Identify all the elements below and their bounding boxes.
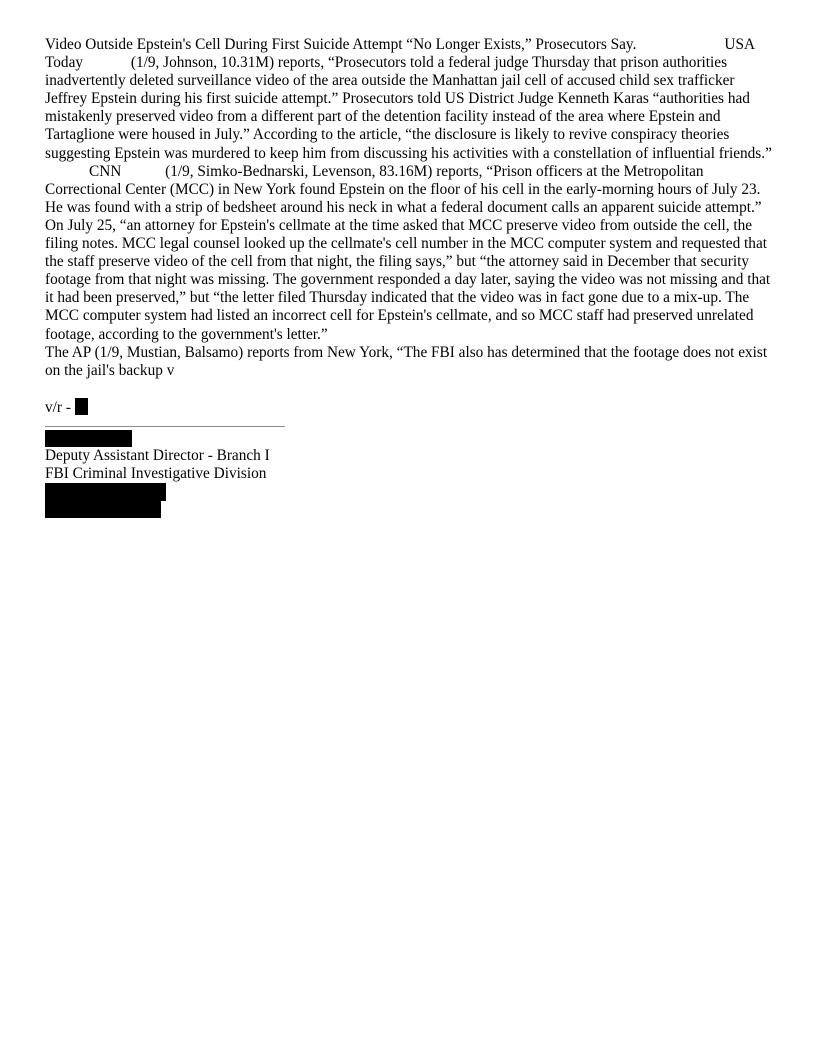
article-headline: Video Outside Epstein's Cell During First Suicide Attempt “No Longer Exists,” Prosecutors Say. <box>45 36 637 53</box>
salutation: v/r - <box>45 398 71 416</box>
signature-title: Deputy Assistant Director - Branch I <box>45 446 270 464</box>
redaction-box <box>75 398 88 415</box>
redacted-contact-1 <box>45 483 166 501</box>
signature-division: FBI Criminal Investigative Division <box>45 464 267 482</box>
article-source: CNN <box>89 162 122 180</box>
article-cnn <box>45 163 775 344</box>
article-text: (1/9, Johnson, 10.31M) reports, “Prosecutors told a federal judge Thursday that prison authorities inadvertently deleted surveillance video of the area outside the Manhattan jail cell of accused child sex trafficker Jeffrey Epstein during his first suicide attempt.” Prosecutors told US District Judge Kenneth Karas “authorities had mistakenly preserved video from a different part of the detention facility instead of the area where Epstein and Tartaglione were housed in July.” According to the article, “the disclosure is likely to revive conspiracy theories suggesting Epstein was murdered to keep him from discussing his activities with a constellation of influential friends.” <box>45 54 772 162</box>
redacted-name <box>45 430 132 447</box>
article-ap: The AP (1/9, Mustian, Balsamo) reports from New York, “The FBI also has determined that the footage does not exist on the jail's backup v <box>45 343 768 379</box>
signature-line <box>45 426 285 427</box>
article-usa-today <box>45 36 775 163</box>
document-page <box>45 36 775 518</box>
redacted-contact-2 <box>45 501 161 518</box>
article-text: (1/9, Simko-Bednarski, Levenson, 83.16M) reports, “Prison officers at the Metropolitan Correctional Center (MCC) in New York found Epstein on the floor of his cell in the early-morning hours of July 23. He was found with a strip of bedsheet around his neck in what a federal document calls an apparent suicide attempt.” On July 25, “an attorney for Epstein's cellmate at the time asked that MCC preserve video from outside the cell, the filing notes. MCC legal counsel looked up the cellmate's cell number in the MCC computer system and requested that the staff preserve video of the cell from that night, the filing says,” but “the attorney said in December that security footage from that night was missing. The government responded a day later, saying the video was not missing and that it had been preserved,” but “the letter filed Thursday indicated that the video was in fact gone due to a mix-up. The MCC computer system had listed an incorrect cell for Epstein's cellmate, and so MCC staff had preserved unrelated footage, according to the government's letter.” <box>45 162 771 343</box>
article-source: USA Today <box>45 36 755 72</box>
signoff-line <box>45 398 775 416</box>
